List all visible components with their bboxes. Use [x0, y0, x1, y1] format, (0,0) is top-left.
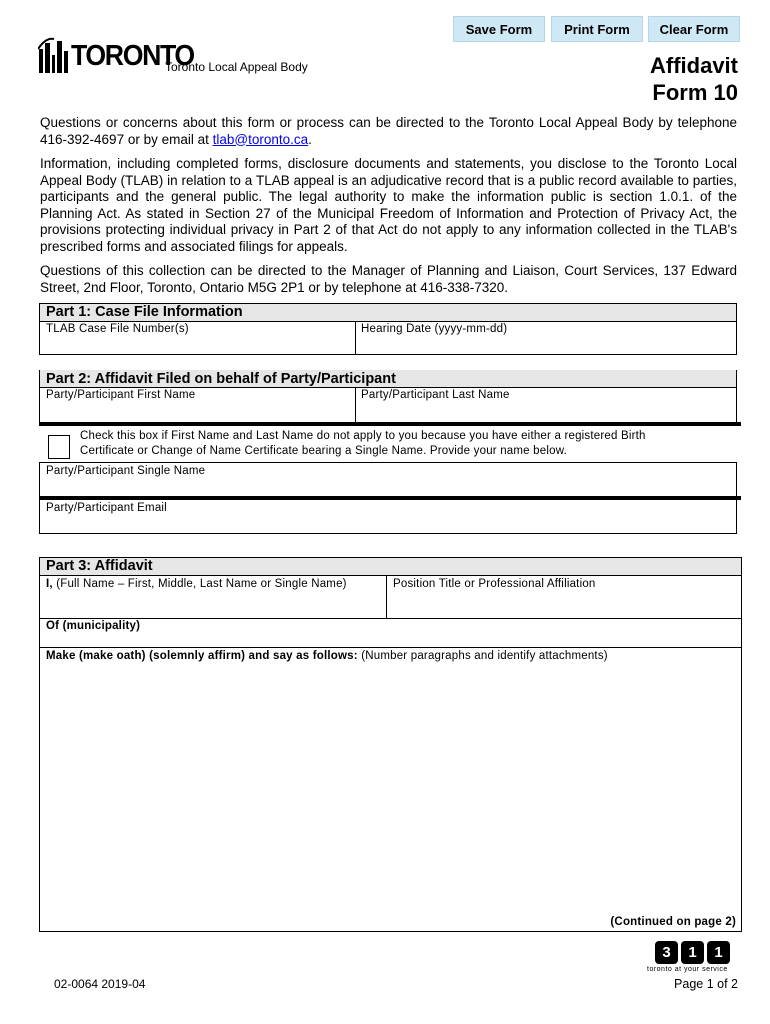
- page-number: Page 1 of 2: [674, 977, 738, 991]
- municipality-input[interactable]: [170, 620, 740, 644]
- first-name-label: Party/Participant First Name: [46, 389, 196, 401]
- save-form-button[interactable]: Save Form: [453, 16, 545, 42]
- single-name-note-line1: Check this box if First Name and Last Name do not apply to you because you have either a registered Birth: [80, 430, 646, 442]
- last-name-input[interactable]: [358, 404, 736, 422]
- case-file-input[interactable]: [42, 337, 354, 354]
- form-code: 02-0064 2019-04: [54, 977, 146, 991]
- email-link[interactable]: tlab@toronto.ca: [212, 131, 309, 147]
- badge-digit: 1: [681, 941, 704, 964]
- print-form-button[interactable]: Print Form: [551, 16, 643, 42]
- email-label: Party/Participant Email: [46, 502, 167, 514]
- part2-title: Part 2: Affidavit Filed on behalf of Party/Participant: [40, 370, 736, 388]
- full-name-input[interactable]: [42, 595, 386, 615]
- form-title-line2: Form 10: [652, 80, 738, 105]
- clear-form-button[interactable]: Clear Form: [648, 16, 740, 42]
- collection-paragraph: Questions of this collection can be directed to the Manager of Planning and Liaison, Court Services, 137 Edward Street, 2nd Floor, Toronto, Ontario M5G 2P1 or by telephone at 416-338-7320.: [40, 263, 737, 295]
- 311-badge: [647, 941, 737, 975]
- continued-note: (Continued on page 2): [610, 916, 736, 928]
- divider: [39, 422, 741, 426]
- contact-paragraph: [40, 115, 737, 148]
- part1-title: Part 1: Case File Information: [40, 304, 736, 321]
- hearing-date-label: Hearing Date (yyyy-mm-dd): [361, 323, 508, 335]
- oath-label-hint: (Number paragraphs and identify attachments): [357, 650, 608, 662]
- contact-end: .: [308, 131, 312, 147]
- single-name-checkbox[interactable]: [48, 435, 70, 459]
- email-input[interactable]: [42, 516, 736, 533]
- single-name-note-line2: Certificate or Change of Name Certificate bearing a Single Name. Provide your name below.: [80, 445, 567, 457]
- privacy-paragraph: Information, including completed forms, disclosure documents and statements, you disclose to the Toronto Local Appeal Body (TLAB) in relation to a TLAB appeal is an adjudicative record that is a public record available to parties, participants and the general public. The legal authority to make the information public is section 1.0.1. of the Planning Act. As stated in Section 27 of the Municipal Freedom of Information and Protection of Privacy Act, the provisions protecting individual privacy in Part 2 of that Act do not apply to any information collected in the TLAB's prescribed forms and associated filings for appeals.: [40, 156, 737, 254]
- full-name-label: [46, 578, 347, 590]
- oath-label-bold: Make (make oath) (solemnly affirm) and say as follows:: [46, 650, 358, 662]
- oath-statement-textarea[interactable]: [44, 668, 740, 916]
- single-name-label: Party/Participant Single Name: [46, 465, 206, 477]
- badge-digit: 3: [655, 941, 678, 964]
- form-title-line1: Affidavit: [650, 53, 738, 78]
- oath-label: [46, 650, 608, 662]
- form-title: [650, 52, 738, 106]
- department-name: Toronto Local Appeal Body: [165, 60, 308, 74]
- contact-text: Questions or concerns about this form or process can be directed to the Toronto Local Appeal Body by telephone 416-392-4697 or by email at: [40, 115, 737, 147]
- single-name-input[interactable]: [42, 480, 736, 496]
- full-name-hint: (Full Name – First, Middle, Last Name or Single Name): [52, 578, 347, 590]
- badge-digit: 1: [707, 941, 730, 964]
- part3-title: Part 3: Affidavit: [40, 558, 741, 575]
- municipality-label: Of (municipality): [46, 620, 141, 632]
- hearing-date-input[interactable]: [358, 337, 736, 354]
- position-label: Position Title or Professional Affiliation: [393, 578, 596, 590]
- case-file-label: TLAB Case File Number(s): [46, 323, 189, 335]
- i-label: I,: [46, 578, 53, 590]
- city-hall-icon: [38, 37, 68, 73]
- position-input[interactable]: [390, 595, 742, 615]
- logo-wordmark: TORONTO: [71, 40, 194, 72]
- badge-tagline: toronto at your service: [647, 966, 728, 973]
- last-name-label: Party/Participant Last Name: [361, 389, 510, 401]
- first-name-input[interactable]: [42, 404, 354, 422]
